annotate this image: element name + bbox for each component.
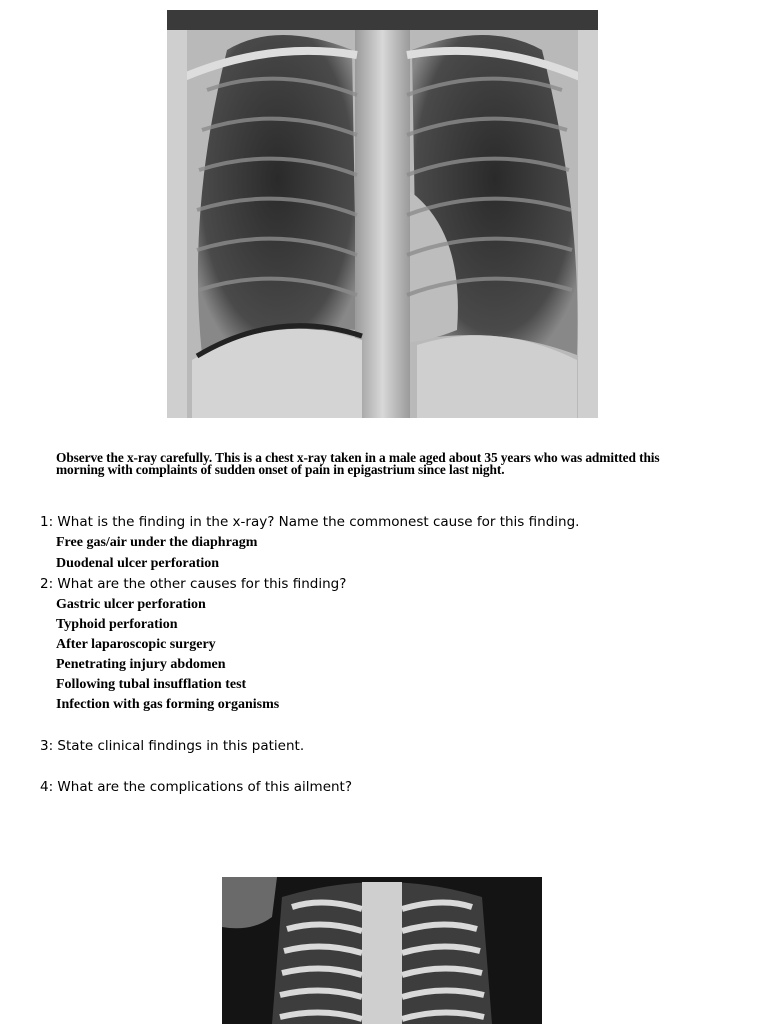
case-description: Observe the x-ray carefully. This is a chest x-ray taken in a male aged about 35 years who was admitted this morning with complaints of sudden onset of pain in epigastrium since last night.	[56, 450, 660, 477]
question-4: 4: What are the complications of this ailment?	[40, 779, 353, 795]
answer-2-2: Typhoid perforation	[56, 617, 178, 632]
answer-1-1: Free gas/air under the diaphragm	[56, 535, 258, 550]
answer-2-4: Penetrating injury abdomen	[56, 657, 226, 672]
question-3: 3: State clinical findings in this patient.	[40, 738, 305, 754]
chest-xray-image	[167, 10, 598, 418]
answer-2-3: After laparoscopic surgery	[56, 637, 216, 652]
infant-chest-xray-image	[222, 877, 542, 1024]
answer-2-5: Following tubal insufflation test	[56, 677, 247, 692]
question-2: 2: What are the other causes for this finding?	[40, 576, 347, 592]
question-1: 1: What is the finding in the x-ray? Name the commonest cause for this finding.	[40, 514, 580, 530]
answer-2-6: Infection with gas forming organisms	[56, 697, 280, 712]
answer-1-2: Duodenal ulcer perforation	[56, 556, 220, 571]
answer-2-1: Gastric ulcer perforation	[56, 597, 206, 612]
